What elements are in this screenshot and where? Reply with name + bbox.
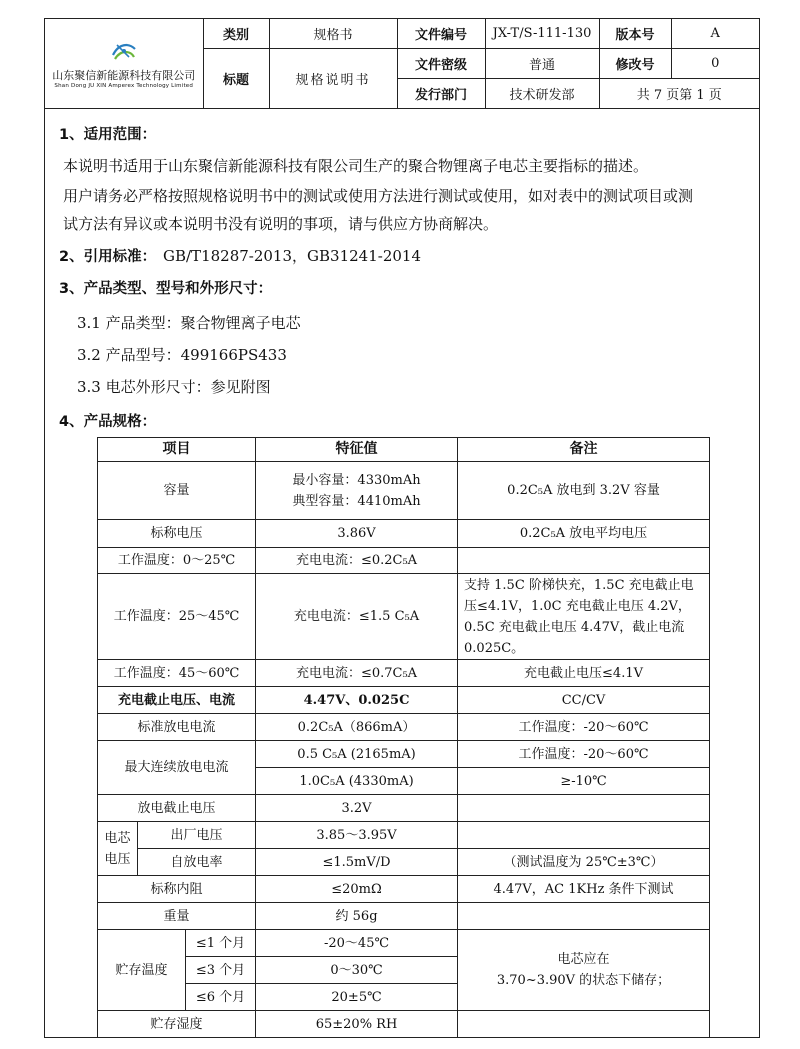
label-version: 版本号 xyxy=(599,19,671,49)
company-logo-block xyxy=(45,19,203,109)
storage-temp-item: 贮存温度 xyxy=(98,930,186,1011)
storage-humidity-item: 贮存湿度 xyxy=(98,1011,256,1038)
section-3-1: 3.1 产品类型：聚合物锂离子电芯 xyxy=(77,314,301,332)
self-discharge-note: （测试温度为 25℃±3℃） xyxy=(458,849,710,876)
temp-0-25-note xyxy=(458,548,710,574)
factory-voltage-value: 3.85～3.95V xyxy=(256,822,458,849)
resistance-item: 标称内阻 xyxy=(98,876,256,903)
section-3-title: 3、产品类型、型号和外形尺寸： xyxy=(59,281,273,297)
self-discharge-item: 自放电率 xyxy=(138,849,256,876)
table-row xyxy=(98,741,710,768)
temp-45-60-value: 充电电流：≤0.7C₅A xyxy=(256,660,458,687)
storage-temp-value-2: 0～30℃ xyxy=(256,957,458,984)
temp-45-60-item: 工作温度：45～60℃ xyxy=(98,660,256,687)
std-discharge-value: 0.2C₅A（866mA） xyxy=(256,714,458,741)
table-row xyxy=(98,930,710,957)
capacity-item: 容量 xyxy=(98,462,256,520)
table-row xyxy=(98,714,710,741)
section-1-paragraph-2a: 用户请务必严格按照规格说明书中的测试或使用方法进行测试或使用，如对表中的测试项目或测 xyxy=(63,187,694,205)
discharge-cutoff-note xyxy=(458,795,710,822)
nominal-voltage-note: 0.2C₅A 放电平均电压 xyxy=(458,520,710,548)
value-secrecy: 普通 xyxy=(485,49,599,79)
max-discharge-item: 最大连续放电电流 xyxy=(98,741,256,795)
capacity-min: 最小容量：4330mAh xyxy=(292,472,421,488)
temp-25-45-note-line3: 0.5C 充电截止电压 4.47V，截止电流 xyxy=(464,619,685,635)
nominal-voltage-item: 标称电压 xyxy=(98,520,256,548)
temp-25-45-item: 工作温度：25～45℃ xyxy=(98,574,256,660)
capacity-typical: 典型容量：4410mAh xyxy=(292,493,421,509)
self-discharge-value: ≤1.5mV/D xyxy=(256,849,458,876)
weight-value: 约 56g xyxy=(256,903,458,930)
table-row xyxy=(98,822,710,849)
nominal-voltage-value: 3.86V xyxy=(256,520,458,548)
resistance-value: ≤20mΩ xyxy=(256,876,458,903)
label-revision: 修改号 xyxy=(599,49,671,79)
max-discharge-note-2: ≥-10℃ xyxy=(458,768,710,795)
table-row xyxy=(98,438,710,462)
header-value: 特征值 xyxy=(256,438,458,462)
factory-voltage-note xyxy=(458,822,710,849)
table-row xyxy=(98,660,710,687)
spec-table xyxy=(97,437,710,1038)
storage-period-3: ≤6 个月 xyxy=(186,984,256,1011)
storage-humidity-note xyxy=(458,1011,710,1038)
company-name-cn: 山东聚信新能源科技有限公司 xyxy=(52,68,196,82)
company-logo-icon xyxy=(107,39,141,65)
temp-25-45-note-line2: 压≤4.1V，1.0C 充电截止电压 4.2V， xyxy=(464,598,691,614)
max-discharge-value-1: 0.5 C₅A (2165mA) xyxy=(256,741,458,768)
storage-humidity-value: 65±20% RH xyxy=(256,1011,458,1038)
capacity-note: 0.2C₅A 放电到 3.2V 容量 xyxy=(458,462,710,520)
label-doc-no: 文件编号 xyxy=(397,19,485,49)
temp-25-45-note-line4: 0.025C。 xyxy=(464,640,525,656)
section-1-title: 1、适用范围： xyxy=(59,127,157,143)
charge-cutoff-value: 4.47V、0.025C xyxy=(256,687,458,714)
header-item: 项目 xyxy=(98,438,256,462)
value-revision: 0 xyxy=(671,49,759,79)
max-discharge-note-1: 工作温度：-20～60℃ xyxy=(458,741,710,768)
table-row xyxy=(98,849,710,876)
cell-voltage-group-line1: 电芯 xyxy=(104,830,131,846)
value-version: A xyxy=(671,19,759,49)
temp-25-45-note xyxy=(458,574,710,660)
temp-0-25-item: 工作温度：0～25℃ xyxy=(98,548,256,574)
temp-45-60-note: 充电截止电压≤4.1V xyxy=(458,660,710,687)
value-issuing-dept: 技术研发部 xyxy=(485,79,599,109)
discharge-cutoff-item: 放电截止电压 xyxy=(98,795,256,822)
charge-cutoff-item: 充电截止电压、电流 xyxy=(98,687,256,714)
storage-temp-note xyxy=(458,930,710,1011)
storage-period-2: ≤3 个月 xyxy=(186,957,256,984)
factory-voltage-item: 出厂电压 xyxy=(138,822,256,849)
table-row xyxy=(98,462,710,520)
weight-note xyxy=(458,903,710,930)
capacity-value xyxy=(256,462,458,520)
table-row xyxy=(98,795,710,822)
weight-item: 重量 xyxy=(98,903,256,930)
header-note: 备注 xyxy=(458,438,710,462)
cell-voltage-group-line2: 电压 xyxy=(104,851,131,867)
std-discharge-item: 标准放电电流 xyxy=(98,714,256,741)
table-row xyxy=(98,876,710,903)
cell-voltage-group xyxy=(98,822,138,876)
charge-cutoff-note: CC/CV xyxy=(458,687,710,714)
std-discharge-note: 工作温度：-20～60℃ xyxy=(458,714,710,741)
section-4-title: 4、产品规格： xyxy=(59,414,157,430)
section-3-3: 3.3 电芯外形尺寸：参见附图 xyxy=(77,378,271,396)
table-row xyxy=(98,687,710,714)
resistance-note: 4.47V，AC 1KHz 条件下测试 xyxy=(458,876,710,903)
section-3-2: 3.2 产品型号：499166PS433 xyxy=(77,346,287,364)
discharge-cutoff-value: 3.2V xyxy=(256,795,458,822)
section-1-paragraph-1: 本说明书适用于山东聚信新能源科技有限公司生产的聚合物锂离子电芯主要指标的描述。 xyxy=(63,157,649,175)
company-name-en: Shan Dong JU XIN Amperex Technology Limited xyxy=(54,82,194,89)
table-row xyxy=(98,520,710,548)
storage-temp-value-3: 20±5℃ xyxy=(256,984,458,1011)
label-issuing-dept: 发行部门 xyxy=(397,79,485,109)
storage-temp-value-1: -20～45℃ xyxy=(256,930,458,957)
label-title: 标题 xyxy=(203,49,269,109)
section-1-paragraph-2b: 试方法有异议或本说明书没有说明的事项，请与供应方协商解决。 xyxy=(63,215,499,233)
temp-25-45-value: 充电电流：≤1.5 C₅A xyxy=(256,574,458,660)
label-category: 类别 xyxy=(203,19,269,49)
value-title: 规格说明书 xyxy=(269,49,397,109)
document-page xyxy=(44,18,760,1038)
document-header-table xyxy=(45,19,759,109)
storage-temp-note-line2: 3.70~3.90V 的状态下储存； xyxy=(496,973,671,988)
table-row xyxy=(98,1011,710,1038)
table-row xyxy=(98,903,710,930)
table-row xyxy=(98,548,710,574)
value-doc-no: JX-T/S-111-130 xyxy=(485,19,599,49)
label-secrecy: 文件密级 xyxy=(397,49,485,79)
value-category: 规格书 xyxy=(269,19,397,49)
temp-25-45-note-line1: 支持 1.5C 阶梯快充，1.5C 充电截止电 xyxy=(464,577,694,593)
storage-period-1: ≤1 个月 xyxy=(186,930,256,957)
temp-0-25-value: 充电电流：≤0.2C₅A xyxy=(256,548,458,574)
value-pages: 共 7 页第 1 页 xyxy=(599,79,759,109)
storage-temp-note-line1: 电芯应在 xyxy=(557,952,610,967)
max-discharge-value-2: 1.0C₅A (4330mA) xyxy=(256,768,458,795)
table-row xyxy=(98,574,710,660)
section-2-title: 2、引用标准： xyxy=(59,249,157,265)
section-2-standards: GB/T18287-2013，GB31241-2014 xyxy=(163,247,421,265)
